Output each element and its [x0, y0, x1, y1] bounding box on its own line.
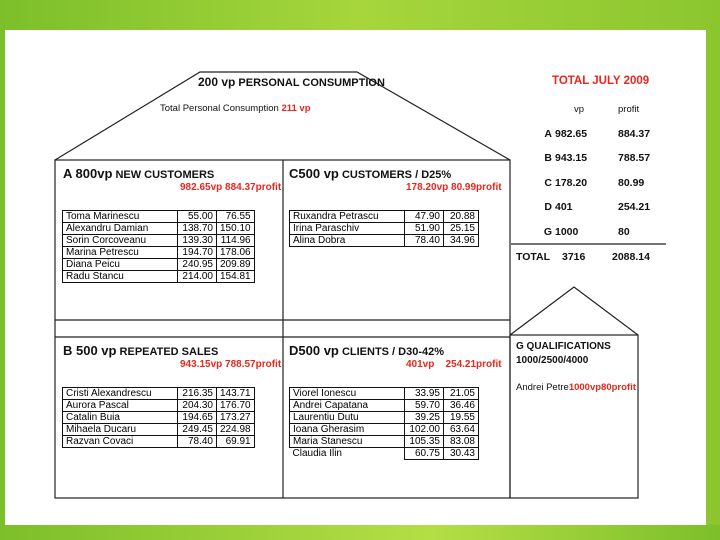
table-row [63, 400, 255, 412]
section-g-levels: 1000/2500/4000 [516, 355, 589, 366]
cell-profit: 173.27 [217, 412, 255, 424]
totals-row-vp: 1000 [555, 226, 579, 238]
table-row [290, 223, 479, 235]
totals-row-label: G [543, 226, 552, 238]
section-c-summary: 178.20vp 80.99profit [406, 182, 502, 193]
table-row [63, 424, 255, 436]
table-row [290, 436, 479, 448]
section-a-table [62, 210, 255, 283]
totals-col-profit: profit [618, 104, 640, 115]
section-d-table [289, 387, 479, 460]
section-b-text: REPEATED SALES [119, 346, 219, 358]
cell-vp: 105.35 [405, 436, 444, 448]
cell-profit: 63.64 [444, 424, 479, 436]
cell-name: Laurentiu Dutu [290, 412, 405, 424]
totals-col-vp: vp [574, 104, 585, 115]
cell-vp: 240.95 [178, 259, 217, 271]
cell-profit: 36.46 [444, 400, 479, 412]
table-row [63, 388, 255, 400]
cell-vp: 194.65 [178, 412, 217, 424]
totals-row-vp: 178.20 [555, 177, 588, 189]
cell-vp: 216.35 [178, 388, 217, 400]
totals-row-profit: 80 [618, 226, 630, 238]
personal-total-label: Total Personal Consumption [160, 103, 279, 114]
section-c-title [289, 166, 451, 181]
totals-total-vp: 3716 [562, 251, 586, 263]
totals-row-profit: 884.37 [618, 128, 651, 140]
totals-total-label: TOTAL [516, 251, 551, 263]
table-row [63, 412, 255, 424]
cell-name: Irina Paraschiv [290, 223, 405, 235]
personal-total [160, 103, 311, 114]
cell-name: Claudia Ilin [290, 448, 405, 460]
cell-name: Ruxandra Petrascu [290, 211, 405, 223]
cell-name: Cristi Alexandrescu [63, 388, 178, 400]
cell-profit: 150.10 [217, 223, 255, 235]
cell-vp: 55.00 [178, 211, 217, 223]
cell-vp: 51.90 [405, 223, 444, 235]
cell-profit: 178.06 [217, 247, 255, 259]
cell-vp: 139.30 [178, 235, 217, 247]
personal-total-value: 211 vp [281, 103, 311, 114]
table-row [290, 424, 479, 436]
cell-name: Catalin Buia [63, 412, 178, 424]
cell-profit: 20.88 [444, 211, 479, 223]
cell-name: Sorin Corcoveanu [63, 235, 178, 247]
section-g-person: Andrei Petre [516, 382, 569, 393]
cell-vp: 78.40 [178, 436, 217, 448]
section-d-summary: 401vp 254.21profit [406, 359, 502, 370]
table-row [290, 412, 479, 424]
table-row [63, 223, 255, 235]
cell-name: Alexandru Damian [63, 223, 178, 235]
table-row [63, 211, 255, 223]
table-row [63, 271, 255, 283]
cell-profit: 209.89 [217, 259, 255, 271]
cell-name: Razvan Covaci [63, 436, 178, 448]
totals-row-vp: 401 [555, 201, 573, 213]
section-b-table [62, 387, 255, 448]
section-d-title [289, 343, 444, 358]
cell-vp: 249.45 [178, 424, 217, 436]
cell-vp: 194.70 [178, 247, 217, 259]
totals-row-label: A [544, 128, 552, 140]
section-g-result [516, 382, 636, 393]
table-row [63, 235, 255, 247]
cell-vp: 39.25 [405, 412, 444, 424]
totals-row-label: D [544, 201, 552, 213]
cell-profit: 83.08 [444, 436, 479, 448]
cell-profit: 143.71 [217, 388, 255, 400]
cell-vp: 138.70 [178, 223, 217, 235]
cell-vp: 47.90 [405, 211, 444, 223]
cell-profit: 19.55 [444, 412, 479, 424]
cell-profit: 154.81 [217, 271, 255, 283]
personal-title-vp: 200 vp [198, 75, 236, 89]
cell-vp: 102.00 [405, 424, 444, 436]
personal-title [198, 75, 385, 89]
section-b-summary: 943.15vp 788.57profit [180, 359, 282, 370]
totals-row-profit: 788.57 [618, 152, 651, 164]
table-row [290, 388, 479, 400]
section-b-code: B 500 vp [63, 343, 117, 358]
cell-profit: 114.96 [217, 235, 255, 247]
section-a-summary: 982.65vp 884.37profit [180, 182, 282, 193]
small-roof [510, 287, 638, 335]
cell-name: Mihaela Ducaru [63, 424, 178, 436]
section-a-text: NEW CUSTOMERS [115, 169, 215, 181]
table-row [290, 400, 479, 412]
totals-total-profit: 2088.14 [612, 251, 650, 263]
totals-row-label: B [544, 152, 552, 164]
table-row [63, 436, 255, 448]
cell-vp: 60.75 [405, 448, 444, 460]
section-a-code: A 800vp [63, 166, 113, 181]
table-row [63, 259, 255, 271]
cell-vp: 78.40 [405, 235, 444, 247]
section-a-title [63, 166, 214, 181]
cell-vp: 33.95 [405, 388, 444, 400]
table-row [290, 448, 479, 460]
cell-vp: 214.00 [178, 271, 217, 283]
cell-name: Viorel Ionescu [290, 388, 405, 400]
cell-profit: 25.15 [444, 223, 479, 235]
cell-name: Alina Dobra [290, 235, 405, 247]
cell-profit: 21.05 [444, 388, 479, 400]
totals-row-vp: 943.15 [555, 152, 588, 164]
cell-profit: 176.70 [217, 400, 255, 412]
section-c-table [289, 210, 479, 247]
section-g-result-value: 1000vp80profit [568, 382, 636, 393]
section-c-code: C500 vp [289, 166, 339, 181]
totals-row-profit: 80.99 [618, 177, 645, 189]
totals-title: TOTAL JULY 2009 [552, 75, 650, 87]
cell-name: Maria Stanescu [290, 436, 405, 448]
section-b-title [63, 343, 218, 358]
section-c-text: CUSTOMERS / D25% [341, 169, 452, 181]
cell-name: Toma Marinescu [63, 211, 178, 223]
cell-vp: 59.70 [405, 400, 444, 412]
cell-profit: 34.96 [444, 235, 479, 247]
totals-row-label: C [544, 177, 552, 189]
totals-row-vp: 982.65 [555, 128, 588, 140]
section-g-title: G QUALIFICATIONS [516, 341, 611, 352]
cell-name: Radu Stancu [63, 271, 178, 283]
personal-title-text: PERSONAL CONSUMPTION [238, 77, 385, 89]
cell-profit: 224.98 [217, 424, 255, 436]
table-row [63, 247, 255, 259]
cell-name: Andrei Capatana [290, 400, 405, 412]
cell-profit: 69.91 [217, 436, 255, 448]
table-row [290, 235, 479, 247]
cell-vp: 204.30 [178, 400, 217, 412]
cell-name: Ioana Gherasim [290, 424, 405, 436]
cell-profit: 30.43 [444, 448, 479, 460]
section-d-code: D500 vp [289, 343, 339, 358]
section-d-text: CLIENTS / D30-42% [341, 346, 445, 358]
cell-profit: 76.55 [217, 211, 255, 223]
table-row [290, 211, 479, 223]
cell-name: Diana Peicu [63, 259, 178, 271]
cell-name: Marina Petrescu [63, 247, 178, 259]
cell-name: Aurora Pascal [63, 400, 178, 412]
totals-row-profit: 254.21 [618, 201, 651, 213]
